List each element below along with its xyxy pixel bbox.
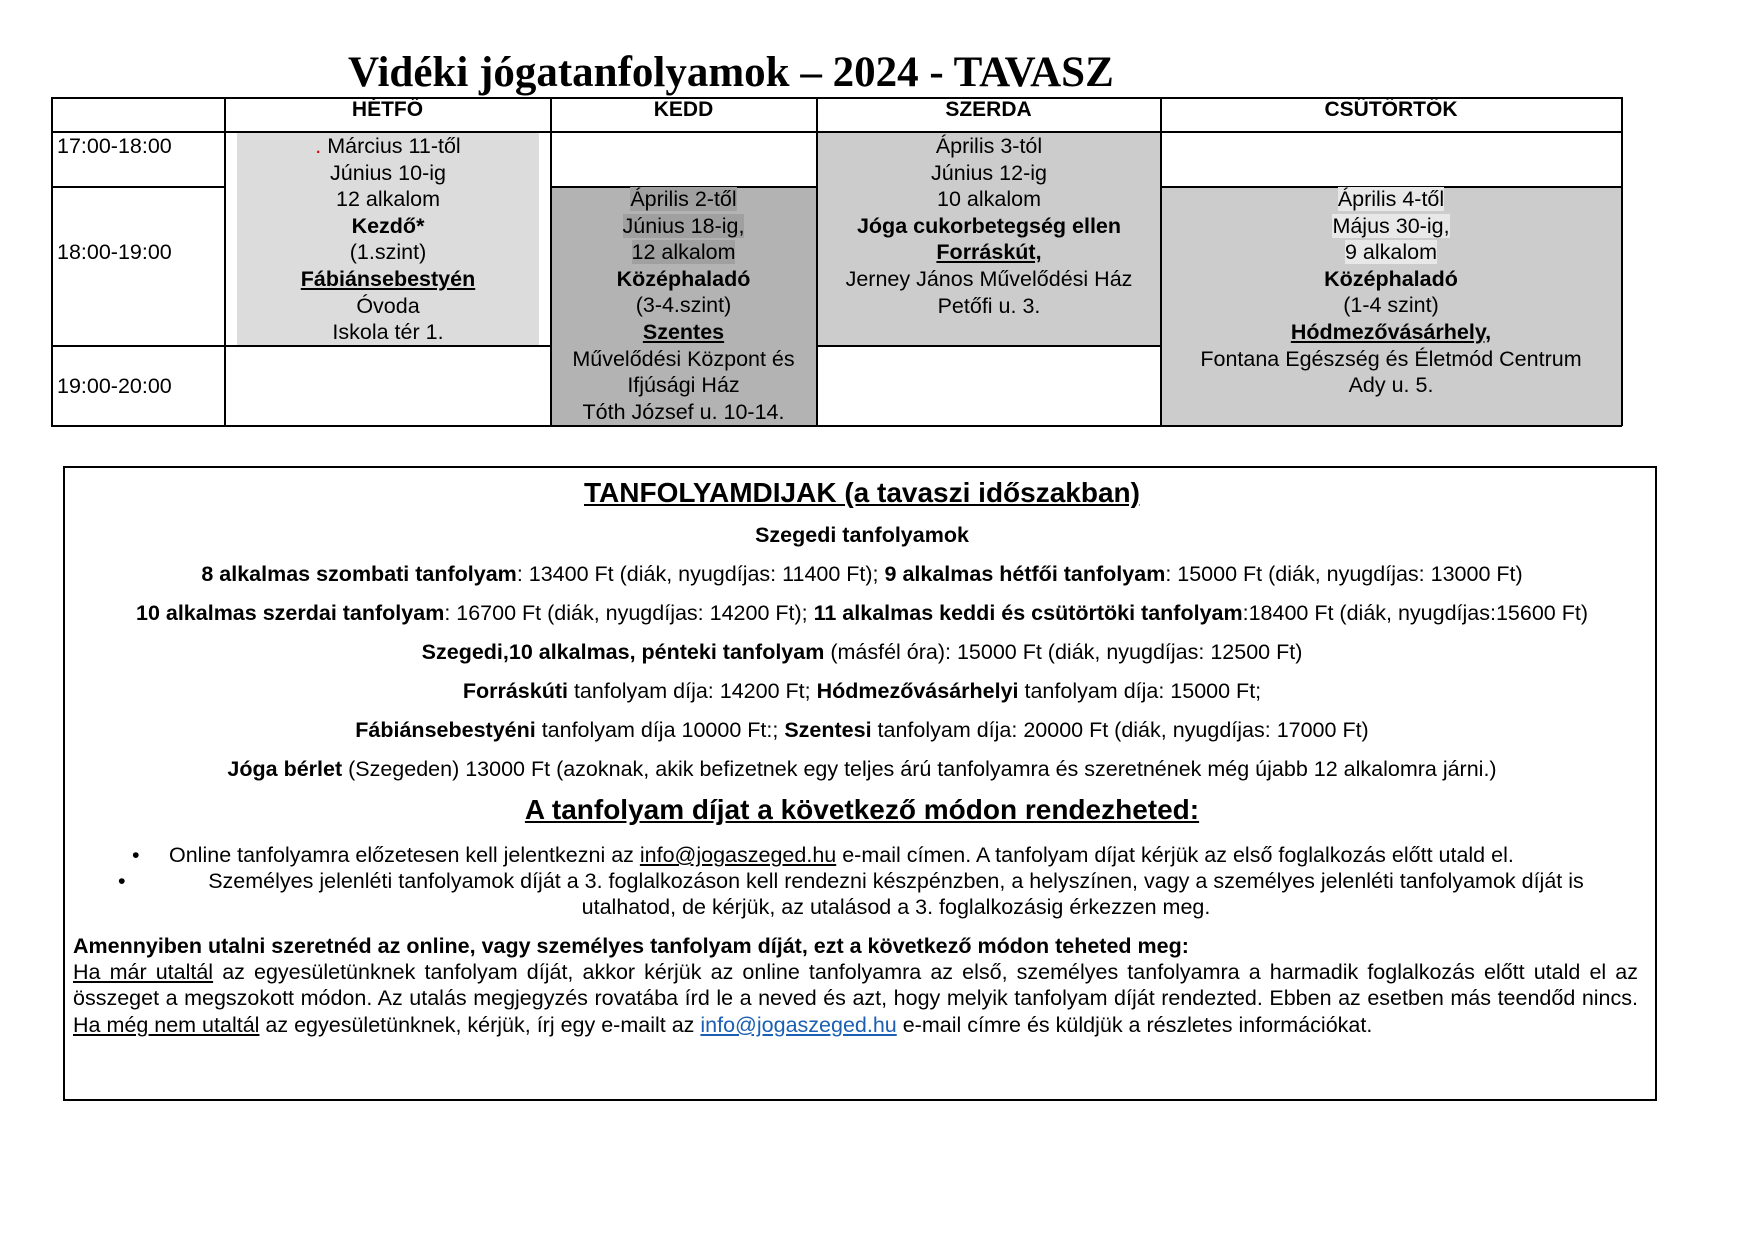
wednesday-sessions: 10 alkalom (937, 187, 1041, 212)
monday-town: Fábiánsebestyén (300, 266, 476, 291)
wednesday-course (818, 133, 1160, 319)
wednesday-start: Április 3-tól (935, 134, 1043, 158)
fee-row (65, 639, 1659, 665)
bullet-text: e-mail címen. A tanfolyam díjat kérjük az első foglalkozás előtt utald el. (836, 843, 1514, 867)
fee-value: (másfél óra): 15000 Ft (diák, nyugdíjas: 12500 Ft) (824, 640, 1303, 664)
fee-value: tanfolyam díja: 14200 Ft; (567, 679, 817, 703)
fee-row (65, 756, 1659, 782)
fee-value: : 16700 Ft (diák, nyugdíjas: 14200 Ft); (444, 601, 814, 625)
tuesday-venue: Művelődési Központ és (572, 346, 795, 371)
time-slot-2: 18:00-19:00 (57, 240, 172, 264)
payment-bullet-online (169, 842, 1639, 868)
tuesday-level-detail: (3-4.szint) (635, 293, 732, 318)
fee-row (65, 717, 1659, 743)
fee-value: tanfolyam díja: 15000 Ft; (1018, 679, 1262, 703)
tuesday-end: Június 18-ig, (622, 213, 745, 238)
fees-title: TANFOLYAMDIJAK (a tavaszi időszakban) (584, 477, 1140, 508)
fee-label: Szegedi,10 alkalmas, pénteki tanfolyam (421, 640, 825, 664)
monday-level: Kezdő* (351, 213, 425, 238)
wednesday-end: Június 12-ig (931, 160, 1047, 185)
time-slot-1: 17:00-18:00 (57, 134, 172, 158)
thursday-venue: Fontana Egészség és Életmód Centrum (1200, 346, 1582, 371)
fee-label: Jóga bérlet (227, 757, 343, 781)
header-tuesday: KEDD (653, 98, 714, 121)
fee-label: 8 alkalmas szombati tanfolyam (201, 562, 517, 586)
monday-start: Március 11-től (327, 134, 461, 158)
tuesday-level: Középhaladó (616, 266, 751, 291)
header-monday: HÉTFŐ (351, 98, 424, 121)
time-slot-3: 19:00-20:00 (57, 374, 172, 398)
transfer-heading: Amennyiben utalni szeretnéd az online, vagy személyes tanfolyam díját, ezt a következő módon teheted meg: (73, 934, 1189, 958)
fee-label: Fábiánsebestyéni (355, 718, 536, 742)
paragraph-text: az egyesületünknek tanfolyam díját, akkor kérjük az online tanfolyamra az első, személyes tanfolyamra a harmadik foglalkozás előtt utald el az összeget a megszokott módon. Az utalás megjegyzés rovatába írd le a neved és azt, hogy melyik tanfolyam díját rendezted. Ebben az esetben más teendőd nincs. (73, 960, 1638, 1011)
header-wednesday: SZERDA (945, 98, 1032, 121)
fee-value: :18400 Ft (diák, nyugdíjas:15600 Ft) (1242, 601, 1589, 625)
fee-label: 11 alkalmas keddi és csütörtöki tanfolyam (813, 601, 1243, 625)
fee-row (65, 561, 1659, 587)
monday-level-detail: (1.szint) (349, 240, 427, 265)
bullet-text: Személyes jelenléti tanfolyamok díját a 3. foglalkozáson kell rendezni készpénzben, a helyszínen, vagy a személyes jelenléti tanfolyamok díját is (208, 869, 1584, 893)
email-link[interactable]: info@jogaszeged.hu (639, 843, 837, 867)
tuesday-town: Szentes (642, 319, 725, 344)
monday-course (237, 133, 539, 346)
bullet-text: Online tanfolyamra előzetesen kell jelentkezni az (169, 843, 640, 867)
fee-value: : 13400 Ft (diák, nyugdíjas: 11400 Ft); (516, 562, 885, 586)
tuesday-address: Tóth József u. 10-14. (582, 399, 785, 424)
thursday-end: Május 30-ig, (1332, 213, 1450, 238)
tuesday-venue-2: Ifjúsági Ház (627, 373, 740, 398)
transfer-paragraph (73, 959, 1638, 1038)
thursday-start: Április 4-től (1337, 187, 1445, 211)
page-title: Vidéki jógatanfolyamok – 2024 - TAVASZ (348, 49, 1114, 96)
thursday-address: Ady u. 5. (1348, 373, 1434, 398)
monday-sessions: 12 alkalom (336, 187, 440, 212)
paragraph-text: az egyesületünknek, kérjük, írj egy e-mailt az (259, 1012, 701, 1037)
email-link[interactable]: info@jogaszeged.hu (700, 1012, 897, 1037)
fee-label: Hódmezővásárhelyi (816, 679, 1019, 703)
wednesday-level: Jóga cukorbetegség ellen (856, 213, 1122, 238)
monday-address: Iskola tér 1. (332, 320, 444, 345)
bullet-icon: • (118, 869, 126, 893)
thursday-course (1161, 186, 1621, 399)
fees-subtitle: Szegedi tanfolyamok (755, 523, 969, 547)
marker: . (315, 134, 322, 158)
thursday-sessions: 9 alkalom (1344, 240, 1437, 265)
payment-title: A tanfolyam díjat a következő módon rendezheted: (524, 794, 1200, 825)
fee-label: Szentesi (784, 718, 872, 742)
underlined-text: Ha még nem utaltál (73, 1012, 260, 1037)
thursday-level: Középhaladó (1324, 266, 1458, 291)
paragraph-text: e-mail címre és küldjük a részletes információkat. (896, 1012, 1373, 1037)
fee-value: tanfolyam díja 10000 Ft:; (535, 718, 785, 742)
payment-bullet-inperson (153, 868, 1639, 920)
fee-row (65, 678, 1659, 704)
fee-value: (Szegeden) 13000 Ft (azoknak, akik befizetnek egy teljes árú tanfolyamra és szeretnének még újabb 12 alkalomra járni.) (342, 757, 1497, 781)
wednesday-venue: Jerney János Művelődési Ház (845, 266, 1133, 291)
fee-label: 9 alkalmas hétfői tanfolyam (884, 562, 1166, 586)
fee-label: 10 alkalmas szerdai tanfolyam (135, 601, 445, 625)
bullet-icon: • (132, 843, 140, 867)
tuesday-start: Április 2-től (630, 187, 737, 211)
wednesday-address: Petőfi u. 3. (937, 293, 1041, 318)
fees-box (63, 466, 1657, 1101)
fee-row (65, 600, 1659, 626)
monday-venue: Óvoda (356, 293, 420, 318)
fee-value: : 15000 Ft (diák, nyugdíjas: 13000 Ft) (1165, 562, 1523, 586)
underlined-text: Ha már utaltál (73, 960, 214, 984)
header-thursday: CSÜTÖRTÖK (1324, 98, 1458, 121)
tuesday-course (551, 186, 816, 425)
thursday-level-detail: (1-4 szint) (1343, 293, 1439, 318)
fee-value: tanfolyam díja: 20000 Ft (diák, nyugdíjas: 17000 Ft) (871, 718, 1369, 742)
bullet-text: utalhatod, de kérjük, az utalásod a 3. foglalkozásig érkezzen meg. (581, 895, 1211, 919)
monday-end: Június 10-ig (330, 160, 446, 185)
thursday-town: Hódmezővásárhely, (1290, 319, 1492, 344)
tuesday-sessions: 12 alkalom (631, 240, 736, 265)
fee-label: Forráskúti (462, 679, 568, 703)
wednesday-town: Forráskút, (936, 240, 1042, 265)
